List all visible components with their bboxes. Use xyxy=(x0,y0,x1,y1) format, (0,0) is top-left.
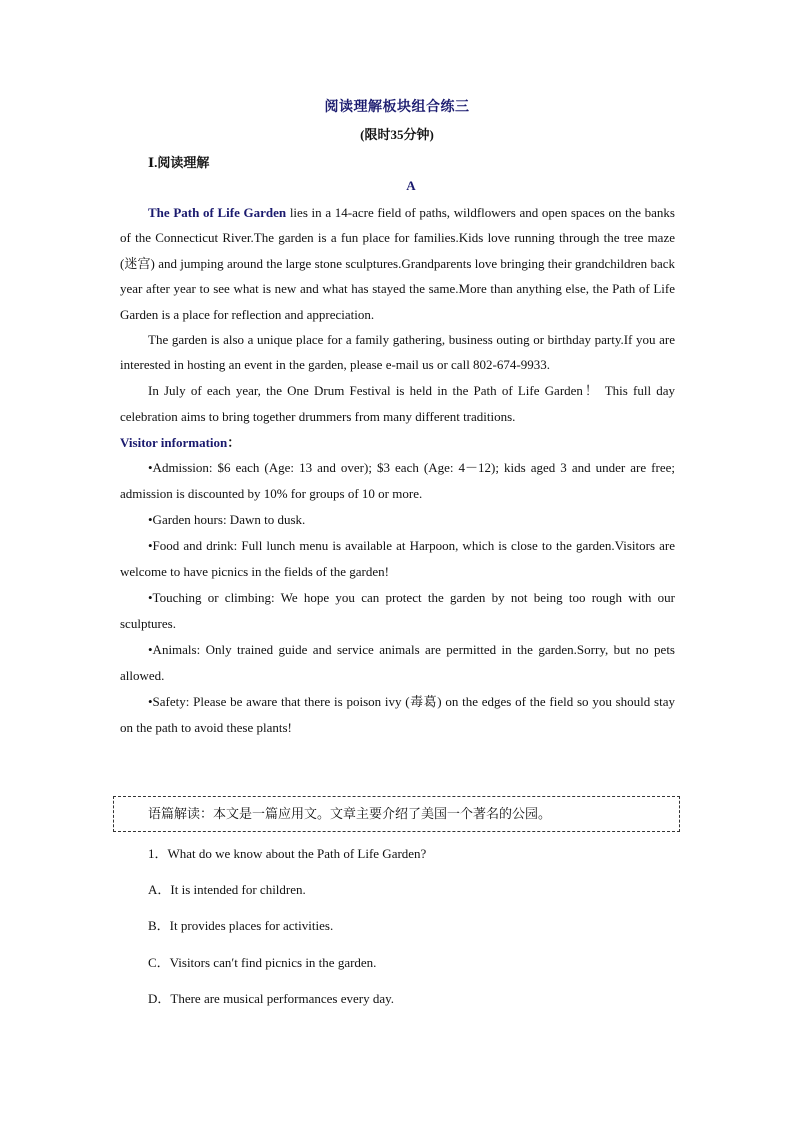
section-heading: Ⅰ.阅读理解 xyxy=(148,155,210,170)
option-c: C．Visitors can′t find picnics in the garden. xyxy=(148,955,377,970)
visitor-info-colon: ： xyxy=(227,434,241,450)
paragraph-1-text: lies in a 14-acre field of paths, wildflowers and open spaces on the banks of the Connecticut River.The garden is a fun place for families.Kids love running through the tree maze (迷宫) and jumping around the large stone sculptures.Grandparents love bringing their grandchildren back year after year to see what is new and what has stayed the same.More than anything else, the Path of Life Garden is a place for reflection and appreciation. xyxy=(120,205,675,322)
passage-paragraph-1 xyxy=(120,200,675,327)
visitor-info-item: •Food and drink: Full lunch menu is available at Harpoon, which is close to the garden.Visitors are welcome to have picnics in the fields of the garden! xyxy=(120,538,675,580)
discourse-analysis-text: 语篇解读：本文是一篇应用文。文章主要介绍了美国一个著名的公园。 xyxy=(148,806,552,821)
page-title: 阅读理解板块组合练三 xyxy=(324,100,470,115)
visitor-info-list xyxy=(120,455,675,741)
option-b: B．It provides places for activities. xyxy=(148,918,334,933)
visitor-info-heading-text: Visitor information xyxy=(120,434,228,450)
visitor-info-heading xyxy=(120,430,675,455)
passage-letter: A xyxy=(406,178,416,193)
garden-name: The Path of Life Garden xyxy=(148,205,287,220)
question-stem: 1．What do we know about the Path of Life Garden? xyxy=(148,846,427,861)
discourse-analysis-box xyxy=(113,796,680,832)
visitor-info-item: •Admission: $6 each (Age: 13 and over); $3 each (Age: 4－12); kids aged 3 and under are free; admission is discounted by 10% for groups of 10 or more. xyxy=(120,460,675,502)
visitor-info-item: •Safety: Please be aware that there is poison ivy (毒葛) on the edges of the field so you should stay on the path to avoid these plants! xyxy=(120,694,675,736)
passage-paragraph-2: The garden is also a unique place for a family gathering, business outing or birthday party.If you are interested in hosting an event in the garden, please e-mail us or call 802-674-9933. xyxy=(120,332,675,373)
visitor-info-item: •Touching or climbing: We hope you can protect the garden by not being too rough with our sculptures. xyxy=(120,590,675,632)
option-a: A．It is intended for children. xyxy=(148,882,306,897)
visitor-info-item: •Garden hours: Dawn to dusk. xyxy=(148,512,306,528)
passage-paragraph-3: In July of each year, the One Drum Festival is held in the Path of Life Garden！ This full day celebration aims to bring together drummers from many different traditions. xyxy=(120,382,675,424)
option-d: D．There are musical performances every day. xyxy=(148,991,395,1006)
time-limit: (限时35分钟) xyxy=(360,127,434,142)
visitor-info-item: •Animals: Only trained guide and service animals are permitted in the garden.Sorry, but no pets allowed. xyxy=(120,642,675,684)
passage-body xyxy=(120,200,675,741)
